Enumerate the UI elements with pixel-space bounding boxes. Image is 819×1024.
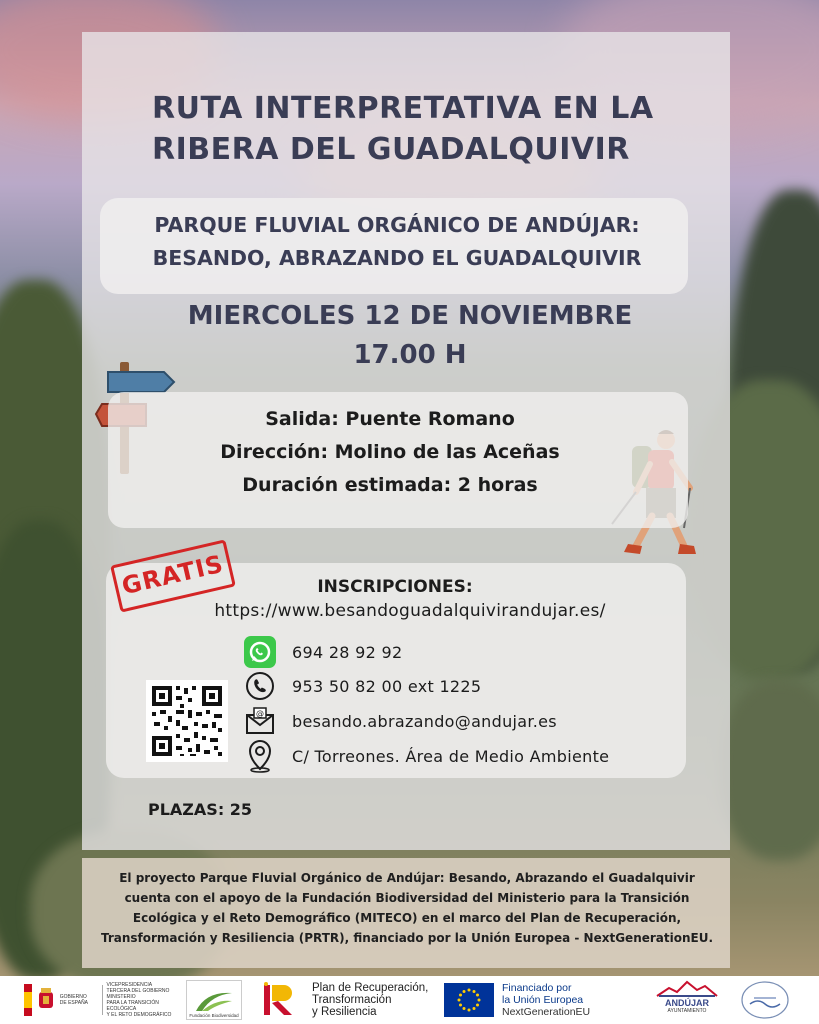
route-start: Salida: Puente Romano (265, 408, 515, 430)
title-line-2: RIBERA DEL GUADALQUIVIR (152, 132, 630, 167)
location-pin-icon (244, 740, 276, 772)
coat-of-arms-icon (32, 984, 60, 1016)
page-title (152, 88, 712, 170)
leaf-icon (192, 987, 236, 1013)
gob-vp-text-1: VICEPRESIDENCIA (106, 982, 153, 988)
gob-min-text-1: MINISTERIO (106, 994, 136, 1000)
gob-vp-text-2: TERCERA DEL GOBIERNO (106, 988, 170, 994)
places-count: PLAZAS: 25 (148, 800, 253, 819)
prtr-text-1: Plan de Recuperación, (312, 982, 429, 994)
route-duration: Duración estimada: 2 horas (242, 474, 538, 496)
eu-funding-logo (444, 980, 604, 1020)
qr-code[interactable] (146, 680, 228, 762)
gobierno-espana-logo (24, 980, 180, 1020)
prtr-text-3: y Resiliencia (312, 1006, 377, 1018)
gob-min-text-2: PARA LA TRANSICIÓN ECOLÓGICA (106, 1000, 159, 1012)
eu-text-1: Financiado por (502, 982, 572, 994)
funding-line-4: Transformación y Resiliencia (PRTR), financiado por la Unión Europea - NextGenerationEU. (100, 931, 714, 945)
andujar-text-2: AYUNTAMIENTO (667, 1008, 707, 1014)
spain-flag-icon (24, 984, 32, 1016)
registration-url-link[interactable]: https://www.besandoguadalquivirandujar.es/ (214, 601, 606, 621)
subtitle (112, 209, 682, 275)
contact-phone (244, 670, 481, 702)
project-seal-logo (736, 980, 794, 1020)
event-date: MIERCOLES 12 DE NOVIEMBRE (187, 301, 633, 331)
fundacion-biodiversidad-logo (186, 980, 242, 1020)
andujar-skyline-icon (655, 980, 719, 998)
eu-text-3: NextGenerationEU (502, 1006, 591, 1018)
eu-text-2: la Unión Europea (502, 994, 584, 1006)
contact-whatsapp (244, 636, 402, 668)
gob-min-text-3: Y EL RETO DEMOGRÁFICO (106, 1012, 172, 1018)
title-line-1: RUTA INTERPRETATIVA EN LA (152, 91, 654, 126)
funding-note (92, 868, 722, 948)
andujar-ayuntamiento-logo (648, 980, 726, 1020)
eu-flag-icon (444, 983, 494, 1017)
subtitle-line-1: PARQUE FLUVIAL ORGÁNICO DE ANDÚJAR: (154, 213, 640, 237)
svg-text:@: @ (256, 709, 264, 718)
andujar-text-1: ANDÚJAR (664, 998, 709, 1008)
free-stamp-badge: GRATIS (110, 539, 236, 612)
whatsapp-icon (244, 636, 276, 668)
phone-icon (244, 670, 276, 702)
gob-text-2: DE ESPAÑA (59, 1000, 89, 1006)
gob-text-1: GOBIERNO (59, 994, 87, 1000)
address: C/ Torreones. Área de Medio Ambiente (292, 746, 610, 766)
subtitle-line-2: BESANDO, ABRAZANDO EL GUADALQUIVIR (152, 246, 642, 270)
funding-line-3: Ecológica y el Reto Demográfico (MITECO) en el marco del Plan de Recuperación, (132, 911, 682, 925)
email-address[interactable]: besando.abrazando@andujar.es (292, 711, 557, 731)
prtr-logo (260, 980, 440, 1020)
fb-text: Fundación Biodiversidad (189, 1013, 239, 1018)
funding-line-1: El proyecto Parque Fluvial Orgánico de Andújar: Besando, Abrazando el Guadalquivir (119, 871, 695, 885)
phone-number: 953 50 82 00 ext 1225 (292, 676, 482, 696)
contact-email (244, 705, 557, 737)
email-icon (244, 705, 276, 737)
funding-line-2: cuenta con el apoyo de la Fundación Biodiversidad del Ministerio para la Transición (124, 891, 690, 905)
prtr-text-2: Transformación (312, 994, 392, 1006)
contact-address (244, 740, 609, 772)
prtr-r-icon (260, 981, 300, 1019)
registration-title: INSCRIPCIONES: (317, 577, 473, 597)
route-direction: Dirección: Molino de las Aceñas (220, 441, 560, 463)
event-time: 17.00 H (353, 340, 467, 370)
whatsapp-number: 694 28 92 92 (292, 642, 403, 662)
